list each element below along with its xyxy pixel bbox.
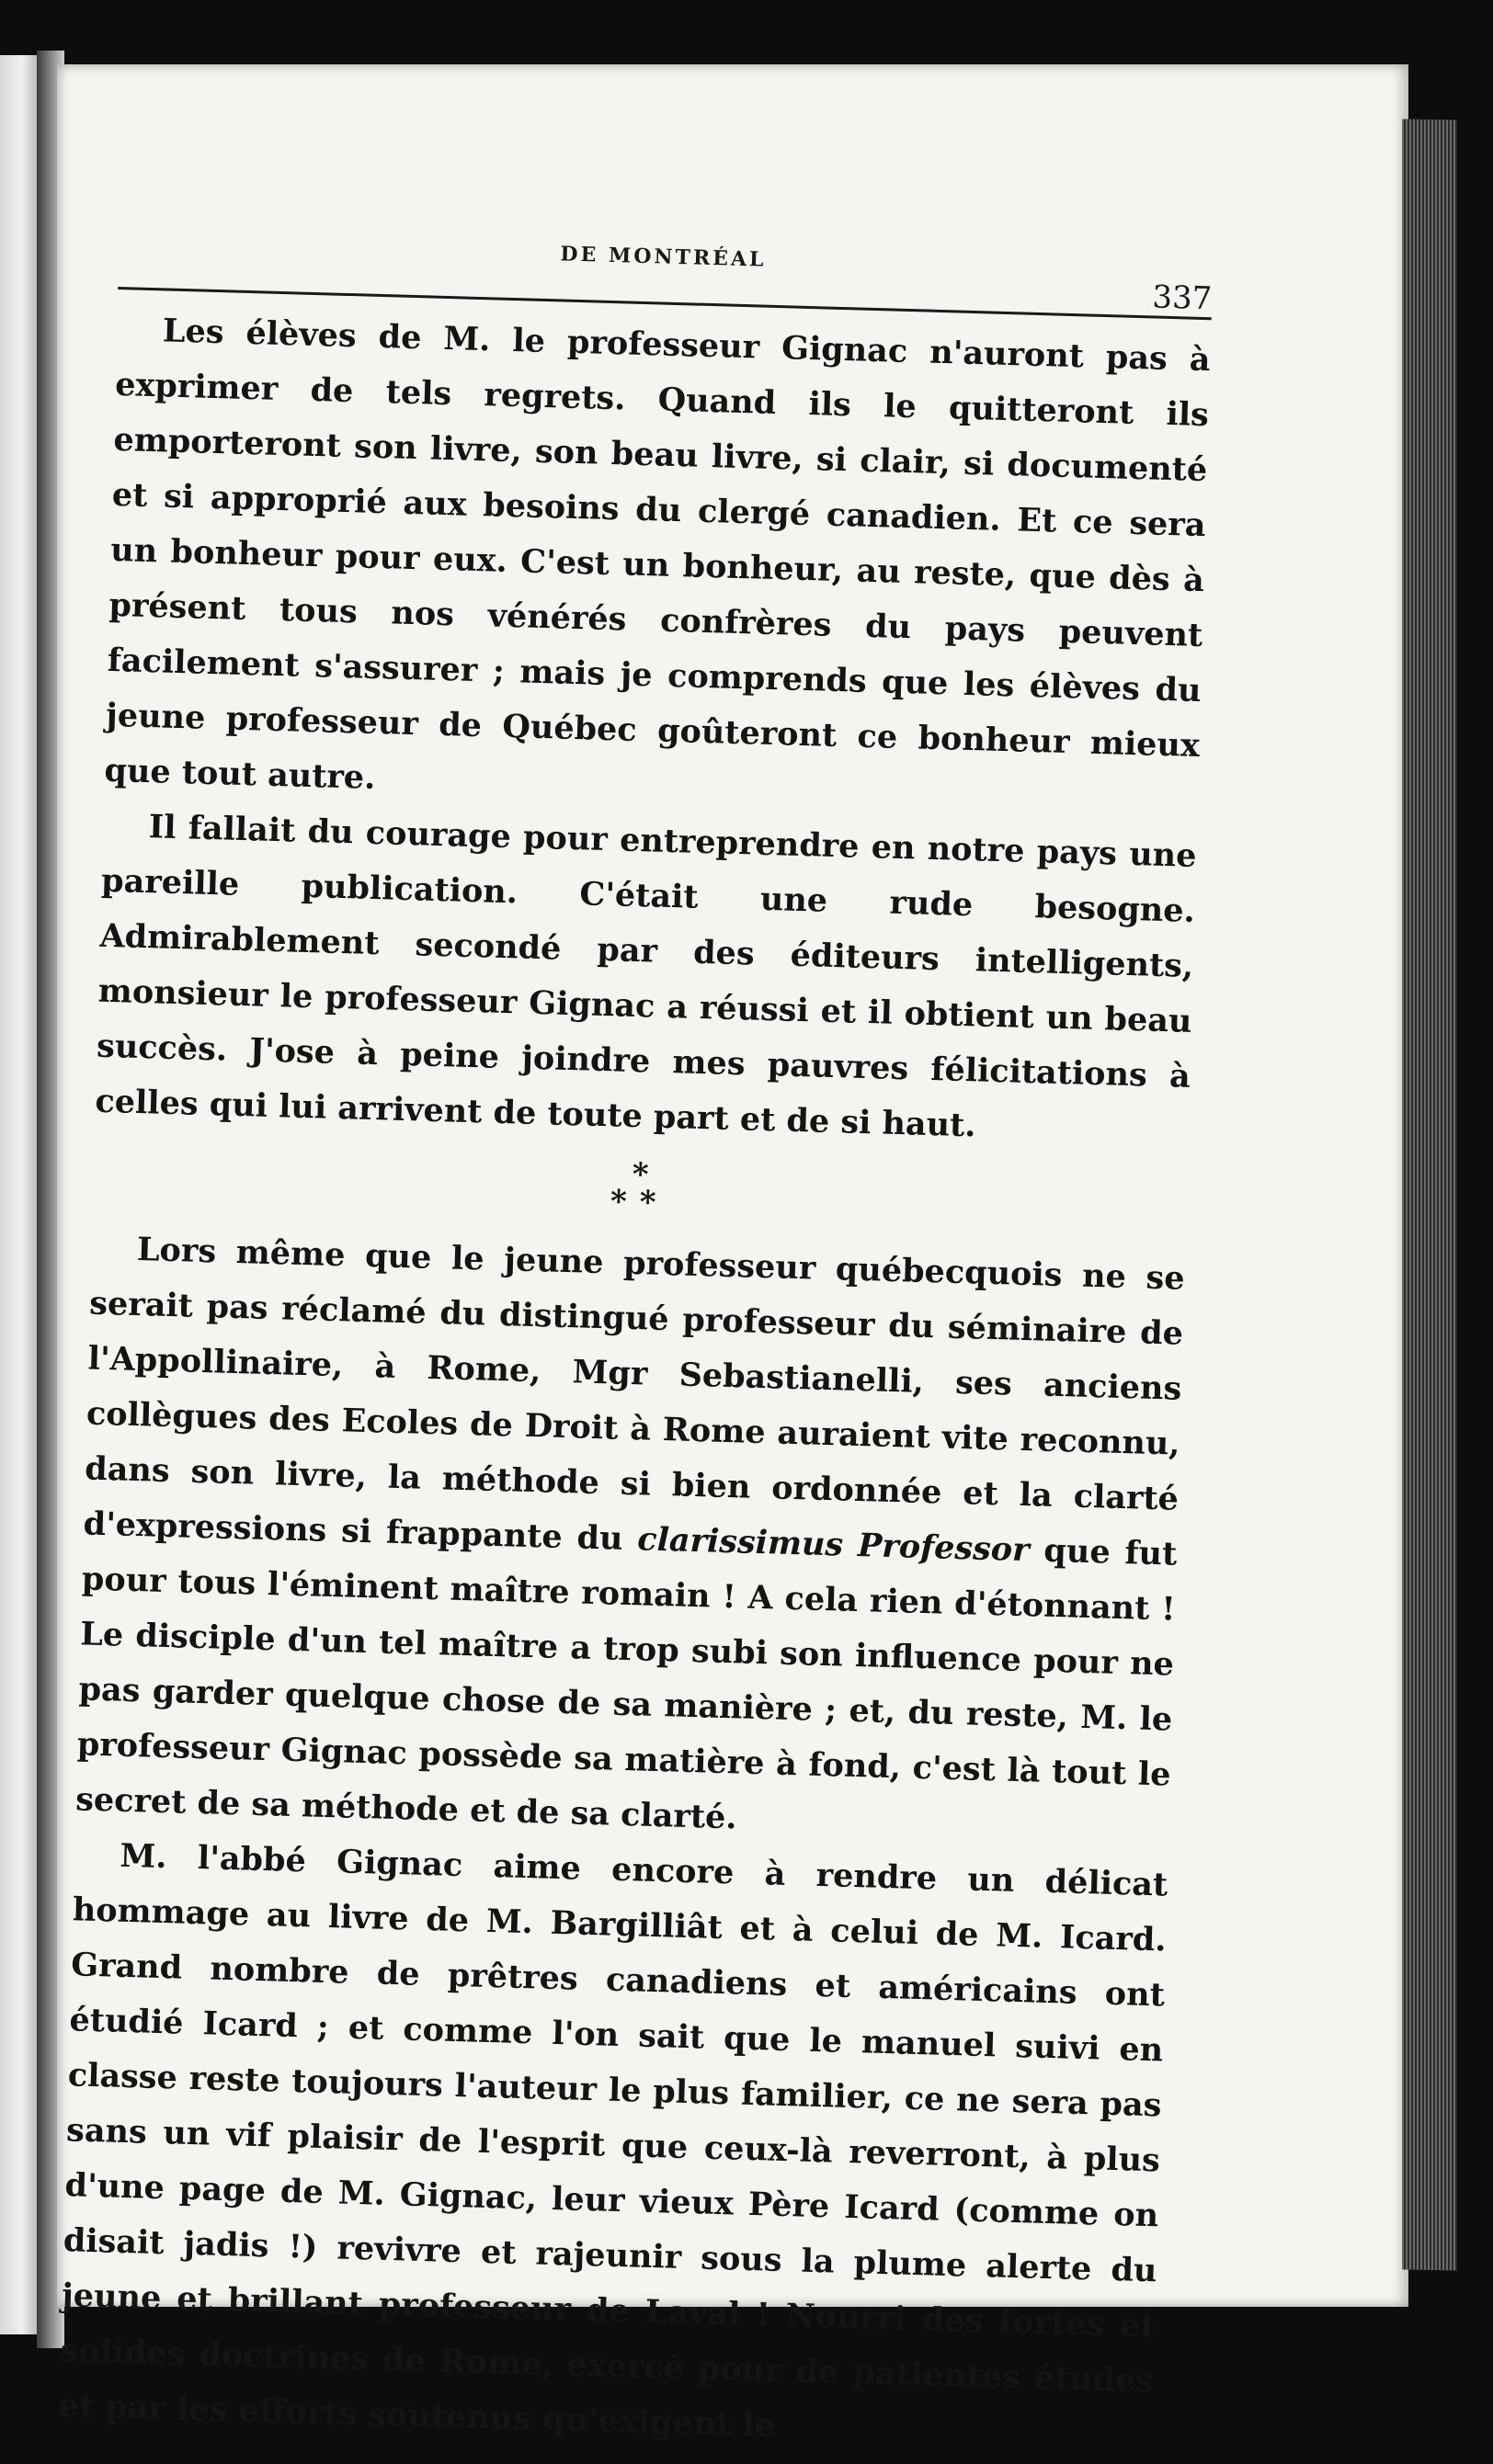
paragraph-3-text-a: Lors même que le jeune professeur québecquois ne se serait pas réclamé du distingué professeur du séminaire de l'Appollinaire, à Rome, Mgr Sebastianelli, ses anciens collègues des Ecoles de Droit à Rome auraient vite reconnu, dans son livre, la méthode si bien ordonnée et la clarté d'expressions si frappante du bbox=[83, 1230, 1186, 1559]
paragraph-4: M. l'abbé Gignac aime encore à rendre un délicat hommage au livre de M. Bargilliât et à celui de M. Icard. Grand nombre de prêtres canadiens et américains ont étudié Icard ; et comme l'on sait que le manuel suivi en classe reste toujours l'auteur le plus familier, ce ne sera pas sans un vif plaisir de l'esprit que ceux-là reverront, à plus d'une page de M. Gignac, leur vieux Père Icard (comme on disait jadis !) revivre et rajeunir sous la plume alerte du jeune et brillant professeur de Laval ! Nourri des fortes et solides doctrines de Rome, exercé pour de patientes études et par les efforts soutenus qu'exigent le bbox=[58, 1836, 1168, 2445]
asterism-top: * bbox=[632, 1155, 649, 1194]
asterism bbox=[92, 1146, 1187, 1232]
page-number: 337 bbox=[1151, 278, 1213, 318]
left-page-edge bbox=[0, 55, 37, 2334]
paragraph-2: Il fallait du courage pour entreprendre en notre pays une pareille publication. C'était une rude besogne. Admirablement secondé par des éditeurs intelligents, monsieur le professeur Gignac a réussi et il obtient un beau succès. J'ose à peine joindre mes pauvres félicitations à celles qui lui arrivent de toute part et de si haut. bbox=[94, 808, 1198, 1145]
paragraph-3 bbox=[74, 1221, 1185, 1858]
fore-edge bbox=[1402, 119, 1457, 2270]
running-title: DE MONTRÉAL bbox=[560, 242, 767, 272]
page-content bbox=[58, 230, 1213, 2445]
paragraph-3-text-b: que fut pour tous l'éminent maître romain ! A cela rien d'étonnant ! Le disciple d'un tel maître a trop subi son influence pour ne pas garder quelque chose de sa manière ; et, du reste, M. le professeur Gignac possède sa matière à fond, c'est là tout le secret de sa méthode et de sa clarté. bbox=[74, 1531, 1178, 1837]
paragraph-3-italic: clarissimus Professor bbox=[636, 1520, 1031, 1570]
paragraph-1: Les élèves de M. le professeur Gignac n'auront pas à exprimer de tels regrets. Quand ils le quitteront ils emporteront son livre, son beau livre, si clair, si documenté et si approprié aux besoins du clergé canadien. Et ce sera un bonheur pour eux. C'est un bonheur, au reste, que dès à présent tous nos vénérés confrères du pays peuvent facilement s'assurer ; mais je comprends que les élèves du jeune professeur de Québec goûteront ce bonheur mieux que tout autre. bbox=[103, 312, 1212, 797]
asterism-bottom: ** bbox=[610, 1183, 670, 1222]
